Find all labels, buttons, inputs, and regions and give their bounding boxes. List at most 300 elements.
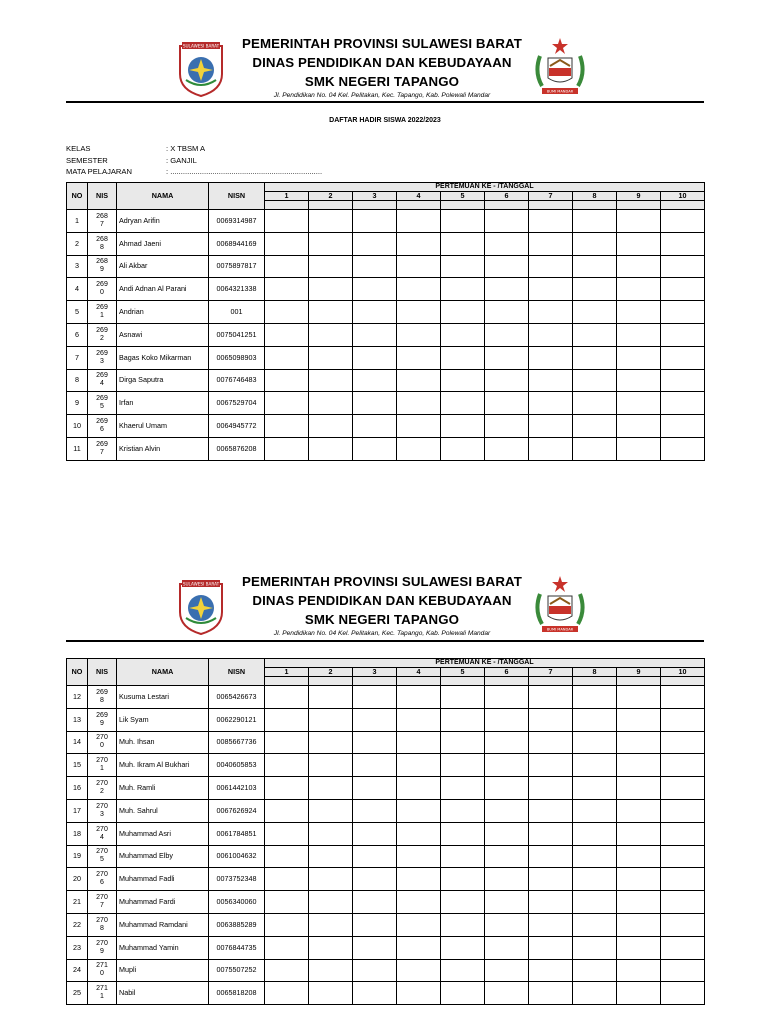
attendance-cell[interactable] xyxy=(485,255,529,278)
attendance-cell[interactable] xyxy=(617,845,661,868)
meeting-date-cell[interactable] xyxy=(441,201,485,210)
meeting-col-6: 6 xyxy=(485,668,529,677)
attendance-cell[interactable] xyxy=(529,777,573,800)
attendance-cell[interactable] xyxy=(485,369,529,392)
attendance-cell[interactable] xyxy=(309,278,353,301)
attendance-cell[interactable] xyxy=(617,754,661,777)
meeting-date-cell[interactable] xyxy=(309,677,353,686)
attendance-cell[interactable] xyxy=(617,301,661,324)
attendance-cell[interactable] xyxy=(529,731,573,754)
attendance-cell[interactable] xyxy=(397,936,441,959)
attendance-cell[interactable] xyxy=(661,346,705,369)
attendance-cell[interactable] xyxy=(529,210,573,233)
attendance-cell[interactable] xyxy=(617,210,661,233)
attendance-cell[interactable] xyxy=(529,936,573,959)
attendance-cell[interactable] xyxy=(441,936,485,959)
letterhead-page1 xyxy=(66,34,704,99)
attendance-cell[interactable] xyxy=(617,959,661,982)
attendance-cell[interactable] xyxy=(309,891,353,914)
attendance-cell[interactable] xyxy=(309,982,353,1005)
attendance-cell[interactable] xyxy=(397,278,441,301)
attendance-cell[interactable] xyxy=(529,346,573,369)
student-nisn: 0075041251 xyxy=(209,323,265,346)
attendance-cell[interactable] xyxy=(441,301,485,324)
attendance-cell[interactable] xyxy=(485,731,529,754)
attendance-cell[interactable] xyxy=(485,301,529,324)
meeting-col-6: 6 xyxy=(485,192,529,201)
attendance-cell[interactable] xyxy=(441,982,485,1005)
attendance-cell[interactable] xyxy=(397,959,441,982)
meeting-date-cell[interactable] xyxy=(529,677,573,686)
meeting-date-cell[interactable] xyxy=(265,201,309,210)
meeting-date-cell[interactable] xyxy=(397,201,441,210)
attendance-cell[interactable] xyxy=(441,799,485,822)
attendance-cell[interactable] xyxy=(617,323,661,346)
student-nisn: 0064321338 xyxy=(209,278,265,301)
attendance-cell[interactable] xyxy=(353,301,397,324)
table-row xyxy=(67,278,705,301)
attendance-cell[interactable] xyxy=(353,210,397,233)
attendance-cell[interactable] xyxy=(441,278,485,301)
attendance-cell[interactable] xyxy=(353,369,397,392)
student-no: 21 xyxy=(67,891,88,914)
attendance-cell[interactable] xyxy=(573,845,617,868)
attendance-cell[interactable] xyxy=(309,210,353,233)
attendance-cell[interactable] xyxy=(353,232,397,255)
meeting-date-cell[interactable] xyxy=(309,201,353,210)
attendance-cell[interactable] xyxy=(265,415,309,438)
attendance-cell[interactable] xyxy=(573,777,617,800)
attendance-cell[interactable] xyxy=(441,822,485,845)
attendance-cell[interactable] xyxy=(617,255,661,278)
attendance-cell[interactable] xyxy=(441,210,485,233)
student-name: Muh. Ihsan xyxy=(117,731,209,754)
attendance-cell[interactable] xyxy=(529,822,573,845)
attendance-cell[interactable] xyxy=(265,845,309,868)
attendance-cell[interactable] xyxy=(353,845,397,868)
attendance-cell[interactable] xyxy=(573,731,617,754)
attendance-cell[interactable] xyxy=(353,982,397,1005)
attendance-cell[interactable] xyxy=(265,323,309,346)
attendance-cell[interactable] xyxy=(617,278,661,301)
attendance-cell[interactable] xyxy=(529,369,573,392)
student-name: Adryan Arifin xyxy=(117,210,209,233)
attendance-cell[interactable] xyxy=(661,232,705,255)
attendance-cell[interactable] xyxy=(617,799,661,822)
attendance-cell[interactable] xyxy=(661,708,705,731)
attendance-cell[interactable] xyxy=(441,392,485,415)
attendance-cell[interactable] xyxy=(265,913,309,936)
attendance-cell[interactable] xyxy=(397,437,441,460)
attendance-cell[interactable] xyxy=(309,437,353,460)
attendance-cell[interactable] xyxy=(397,210,441,233)
attendance-cell[interactable] xyxy=(485,210,529,233)
attendance-cell[interactable] xyxy=(529,232,573,255)
attendance-cell[interactable] xyxy=(353,822,397,845)
attendance-cell[interactable] xyxy=(397,891,441,914)
attendance-cell[interactable] xyxy=(661,799,705,822)
attendance-cell[interactable] xyxy=(397,346,441,369)
attendance-cell[interactable] xyxy=(265,754,309,777)
student-name: Ali Akbar xyxy=(117,255,209,278)
student-no: 16 xyxy=(67,777,88,800)
attendance-cell[interactable] xyxy=(265,708,309,731)
attendance-cell[interactable] xyxy=(265,346,309,369)
attendance-cell[interactable] xyxy=(441,437,485,460)
attendance-cell[interactable] xyxy=(573,392,617,415)
attendance-cell[interactable] xyxy=(397,301,441,324)
attendance-cell[interactable] xyxy=(309,392,353,415)
attendance-cell[interactable] xyxy=(441,959,485,982)
attendance-cell[interactable] xyxy=(661,323,705,346)
attendance-cell[interactable] xyxy=(309,232,353,255)
attendance-cell[interactable] xyxy=(485,708,529,731)
attendance-cell[interactable] xyxy=(309,369,353,392)
attendance-cell[interactable] xyxy=(573,799,617,822)
attendance-cell[interactable] xyxy=(617,392,661,415)
attendance-cell[interactable] xyxy=(397,754,441,777)
student-name: Lik Syam xyxy=(117,708,209,731)
student-name: Muh. Ramli xyxy=(117,777,209,800)
attendance-cell[interactable] xyxy=(397,323,441,346)
attendance-cell[interactable] xyxy=(353,686,397,709)
attendance-cell[interactable] xyxy=(485,959,529,982)
table-row xyxy=(67,437,705,460)
attendance-cell[interactable] xyxy=(353,799,397,822)
attendance-cell[interactable] xyxy=(353,868,397,891)
attendance-cell[interactable] xyxy=(573,708,617,731)
meeting-col-9: 9 xyxy=(617,192,661,201)
attendance-cell[interactable] xyxy=(441,777,485,800)
attendance-cell[interactable] xyxy=(397,392,441,415)
attendance-cell[interactable] xyxy=(265,959,309,982)
attendance-cell[interactable] xyxy=(661,255,705,278)
attendance-cell[interactable] xyxy=(265,232,309,255)
attendance-cell[interactable] xyxy=(485,845,529,868)
attendance-cell[interactable] xyxy=(441,913,485,936)
attendance-cell[interactable] xyxy=(661,891,705,914)
attendance-cell[interactable] xyxy=(661,822,705,845)
attendance-cell[interactable] xyxy=(265,868,309,891)
attendance-cell[interactable] xyxy=(353,777,397,800)
meeting-date-cell[interactable] xyxy=(353,677,397,686)
attendance-cell[interactable] xyxy=(661,369,705,392)
attendance-cell[interactable] xyxy=(529,708,573,731)
attendance-cell[interactable] xyxy=(397,913,441,936)
table-row xyxy=(67,708,705,731)
attendance-cell[interactable] xyxy=(617,891,661,914)
attendance-cell[interactable] xyxy=(441,686,485,709)
student-no: 6 xyxy=(67,323,88,346)
attendance-cell[interactable] xyxy=(309,415,353,438)
attendance-cell[interactable] xyxy=(265,936,309,959)
attendance-cell[interactable] xyxy=(529,891,573,914)
meeting-date-cell[interactable] xyxy=(617,677,661,686)
attendance-cell[interactable] xyxy=(573,913,617,936)
attendance-cell[interactable] xyxy=(617,686,661,709)
attendance-cell[interactable] xyxy=(661,415,705,438)
attendance-cell[interactable] xyxy=(573,323,617,346)
student-nisn: 0067529704 xyxy=(209,392,265,415)
table-row xyxy=(67,868,705,891)
attendance-cell[interactable] xyxy=(397,799,441,822)
attendance-cell[interactable] xyxy=(529,868,573,891)
attendance-cell[interactable] xyxy=(309,301,353,324)
attendance-cell[interactable] xyxy=(661,913,705,936)
attendance-cell[interactable] xyxy=(573,959,617,982)
meeting-date-cell[interactable] xyxy=(661,201,705,210)
attendance-cell[interactable] xyxy=(529,959,573,982)
attendance-cell[interactable] xyxy=(529,799,573,822)
attendance-cell[interactable] xyxy=(485,777,529,800)
attendance-cell[interactable] xyxy=(529,301,573,324)
attendance-cell[interactable] xyxy=(617,777,661,800)
attendance-cell[interactable] xyxy=(309,777,353,800)
meeting-date-cell[interactable] xyxy=(529,201,573,210)
attendance-cell[interactable] xyxy=(661,301,705,324)
attendance-cell[interactable] xyxy=(441,845,485,868)
attendance-cell[interactable] xyxy=(485,392,529,415)
attendance-cell[interactable] xyxy=(573,210,617,233)
attendance-cell[interactable] xyxy=(485,868,529,891)
attendance-cell[interactable] xyxy=(529,686,573,709)
attendance-cell[interactable] xyxy=(617,708,661,731)
attendance-cell[interactable] xyxy=(309,754,353,777)
attendance-cell[interactable] xyxy=(529,323,573,346)
meeting-date-cell[interactable] xyxy=(485,201,529,210)
attendance-cell[interactable] xyxy=(441,346,485,369)
attendance-cell[interactable] xyxy=(397,982,441,1005)
attendance-cell[interactable] xyxy=(265,982,309,1005)
attendance-cell[interactable] xyxy=(309,708,353,731)
attendance-cell[interactable] xyxy=(617,437,661,460)
attendance-cell[interactable] xyxy=(529,278,573,301)
attendance-cell[interactable] xyxy=(397,369,441,392)
attendance-cell[interactable] xyxy=(265,686,309,709)
attendance-cell[interactable] xyxy=(441,754,485,777)
sulbar-emblem-icon xyxy=(176,578,226,636)
attendance-cell[interactable] xyxy=(573,868,617,891)
attendance-cell[interactable] xyxy=(265,822,309,845)
attendance-cell[interactable] xyxy=(309,686,353,709)
attendance-cell[interactable] xyxy=(529,982,573,1005)
attendance-cell[interactable] xyxy=(441,708,485,731)
attendance-cell[interactable] xyxy=(353,959,397,982)
attendance-cell[interactable] xyxy=(265,278,309,301)
meeting-date-cell[interactable] xyxy=(661,677,705,686)
attendance-cell[interactable] xyxy=(573,891,617,914)
attendance-cell[interactable] xyxy=(617,936,661,959)
attendance-cell[interactable] xyxy=(353,754,397,777)
attendance-cell[interactable] xyxy=(485,437,529,460)
attendance-cell[interactable] xyxy=(441,891,485,914)
attendance-cell[interactable] xyxy=(485,686,529,709)
attendance-cell[interactable] xyxy=(573,936,617,959)
attendance-cell[interactable] xyxy=(529,437,573,460)
attendance-cell[interactable] xyxy=(353,278,397,301)
attendance-cell[interactable] xyxy=(265,731,309,754)
attendance-cell[interactable] xyxy=(441,255,485,278)
attendance-cell[interactable] xyxy=(309,868,353,891)
attendance-cell[interactable] xyxy=(309,913,353,936)
attendance-cell[interactable] xyxy=(661,686,705,709)
student-nis: 269 2 xyxy=(88,323,117,346)
attendance-cell[interactable] xyxy=(661,210,705,233)
letterhead-address: Jl. Pendidikan No. 04 Kel. Pelitakan, Kec. Tapango, Kab. Polewali Mandar xyxy=(273,92,491,99)
attendance-cell[interactable] xyxy=(617,346,661,369)
table-row xyxy=(67,959,705,982)
attendance-cell[interactable] xyxy=(617,822,661,845)
attendance-cell[interactable] xyxy=(573,822,617,845)
attendance-cell[interactable] xyxy=(573,982,617,1005)
attendance-cell[interactable] xyxy=(397,232,441,255)
attendance-cell[interactable] xyxy=(265,392,309,415)
attendance-cell[interactable] xyxy=(485,323,529,346)
attendance-cell[interactable] xyxy=(397,845,441,868)
attendance-cell[interactable] xyxy=(309,346,353,369)
attendance-cell[interactable] xyxy=(265,891,309,914)
attendance-cell[interactable] xyxy=(529,754,573,777)
attendance-cell[interactable] xyxy=(573,232,617,255)
attendance-cell[interactable] xyxy=(309,255,353,278)
attendance-cell[interactable] xyxy=(573,754,617,777)
attendance-cell[interactable] xyxy=(397,777,441,800)
attendance-cell[interactable] xyxy=(265,210,309,233)
attendance-cell[interactable] xyxy=(485,822,529,845)
attendance-cell[interactable] xyxy=(661,754,705,777)
attendance-cell[interactable] xyxy=(265,777,309,800)
attendance-cell[interactable] xyxy=(441,323,485,346)
attendance-cell[interactable] xyxy=(353,936,397,959)
student-no: 24 xyxy=(67,959,88,982)
attendance-cell[interactable] xyxy=(485,891,529,914)
attendance-cell[interactable] xyxy=(309,822,353,845)
meeting-date-cell[interactable] xyxy=(485,677,529,686)
attendance-cell[interactable] xyxy=(353,392,397,415)
attendance-cell[interactable] xyxy=(397,686,441,709)
sulbar-emblem-icon xyxy=(176,40,226,98)
attendance-cell[interactable] xyxy=(353,891,397,914)
attendance-cell[interactable] xyxy=(617,868,661,891)
attendance-cell[interactable] xyxy=(529,415,573,438)
attendance-cell[interactable] xyxy=(573,415,617,438)
attendance-cell[interactable] xyxy=(265,255,309,278)
attendance-cell[interactable] xyxy=(617,232,661,255)
attendance-cell[interactable] xyxy=(441,232,485,255)
meeting-col-10: 10 xyxy=(661,192,705,201)
attendance-cell[interactable] xyxy=(309,323,353,346)
attendance-cell[interactable] xyxy=(661,982,705,1005)
attendance-cell[interactable] xyxy=(617,731,661,754)
table-row xyxy=(67,392,705,415)
attendance-cell[interactable] xyxy=(661,959,705,982)
attendance-cell[interactable] xyxy=(617,913,661,936)
attendance-cell[interactable] xyxy=(529,255,573,278)
attendance-cell[interactable] xyxy=(309,845,353,868)
attendance-cell[interactable] xyxy=(397,708,441,731)
attendance-cell[interactable] xyxy=(661,845,705,868)
attendance-cell[interactable] xyxy=(309,731,353,754)
attendance-cell[interactable] xyxy=(573,278,617,301)
attendance-cell[interactable] xyxy=(309,799,353,822)
attendance-cell[interactable] xyxy=(485,982,529,1005)
attendance-cell[interactable] xyxy=(397,822,441,845)
attendance-cell[interactable] xyxy=(661,731,705,754)
attendance-cell[interactable] xyxy=(661,777,705,800)
attendance-cell[interactable] xyxy=(265,799,309,822)
attendance-cell[interactable] xyxy=(353,913,397,936)
attendance-cell[interactable] xyxy=(397,415,441,438)
attendance-cell[interactable] xyxy=(529,845,573,868)
attendance-cell[interactable] xyxy=(661,392,705,415)
attendance-cell[interactable] xyxy=(485,232,529,255)
attendance-cell[interactable] xyxy=(441,868,485,891)
attendance-cell[interactable] xyxy=(441,731,485,754)
meeting-date-cell[interactable] xyxy=(265,677,309,686)
attendance-cell[interactable] xyxy=(529,913,573,936)
attendance-cell[interactable] xyxy=(441,369,485,392)
attendance-cell[interactable] xyxy=(485,346,529,369)
attendance-cell[interactable] xyxy=(309,936,353,959)
attendance-cell[interactable] xyxy=(617,369,661,392)
attendance-cell[interactable] xyxy=(529,392,573,415)
student-name: Kusuma Lestari xyxy=(117,686,209,709)
table-row xyxy=(67,982,705,1005)
attendance-cell[interactable] xyxy=(397,868,441,891)
attendance-cell[interactable] xyxy=(397,255,441,278)
attendance-cell[interactable] xyxy=(353,255,397,278)
attendance-cell[interactable] xyxy=(573,369,617,392)
attendance-cell[interactable] xyxy=(485,913,529,936)
meeting-date-cell[interactable] xyxy=(573,201,617,210)
attendance-cell[interactable] xyxy=(485,415,529,438)
meeting-date-cell[interactable] xyxy=(441,677,485,686)
attendance-cell[interactable] xyxy=(573,255,617,278)
attendance-cell[interactable] xyxy=(661,437,705,460)
attendance-cell[interactable] xyxy=(353,346,397,369)
attendance-cell[interactable] xyxy=(485,754,529,777)
student-name: Muhammad Fardi xyxy=(117,891,209,914)
attendance-cell[interactable] xyxy=(485,278,529,301)
attendance-cell[interactable] xyxy=(265,301,309,324)
attendance-cell[interactable] xyxy=(617,415,661,438)
meeting-date-cell[interactable] xyxy=(617,201,661,210)
attendance-cell[interactable] xyxy=(353,731,397,754)
attendance-cell[interactable] xyxy=(441,415,485,438)
attendance-cell[interactable] xyxy=(309,959,353,982)
attendance-cell[interactable] xyxy=(573,301,617,324)
attendance-cell[interactable] xyxy=(573,346,617,369)
attendance-cell[interactable] xyxy=(617,982,661,1005)
meeting-date-cell[interactable] xyxy=(573,677,617,686)
attendance-cell[interactable] xyxy=(353,323,397,346)
attendance-cell[interactable] xyxy=(573,686,617,709)
attendance-cell[interactable] xyxy=(661,868,705,891)
attendance-cell[interactable] xyxy=(265,437,309,460)
attendance-cell[interactable] xyxy=(265,369,309,392)
attendance-cell[interactable] xyxy=(353,415,397,438)
attendance-cell[interactable] xyxy=(485,936,529,959)
attendance-cell[interactable] xyxy=(661,936,705,959)
attendance-cell[interactable] xyxy=(661,278,705,301)
attendance-cell[interactable] xyxy=(353,437,397,460)
meeting-date-cell[interactable] xyxy=(397,677,441,686)
attendance-cell[interactable] xyxy=(353,708,397,731)
meeting-date-cell[interactable] xyxy=(353,201,397,210)
attendance-cell[interactable] xyxy=(397,731,441,754)
attendance-cell[interactable] xyxy=(573,437,617,460)
attendance-cell[interactable] xyxy=(485,799,529,822)
